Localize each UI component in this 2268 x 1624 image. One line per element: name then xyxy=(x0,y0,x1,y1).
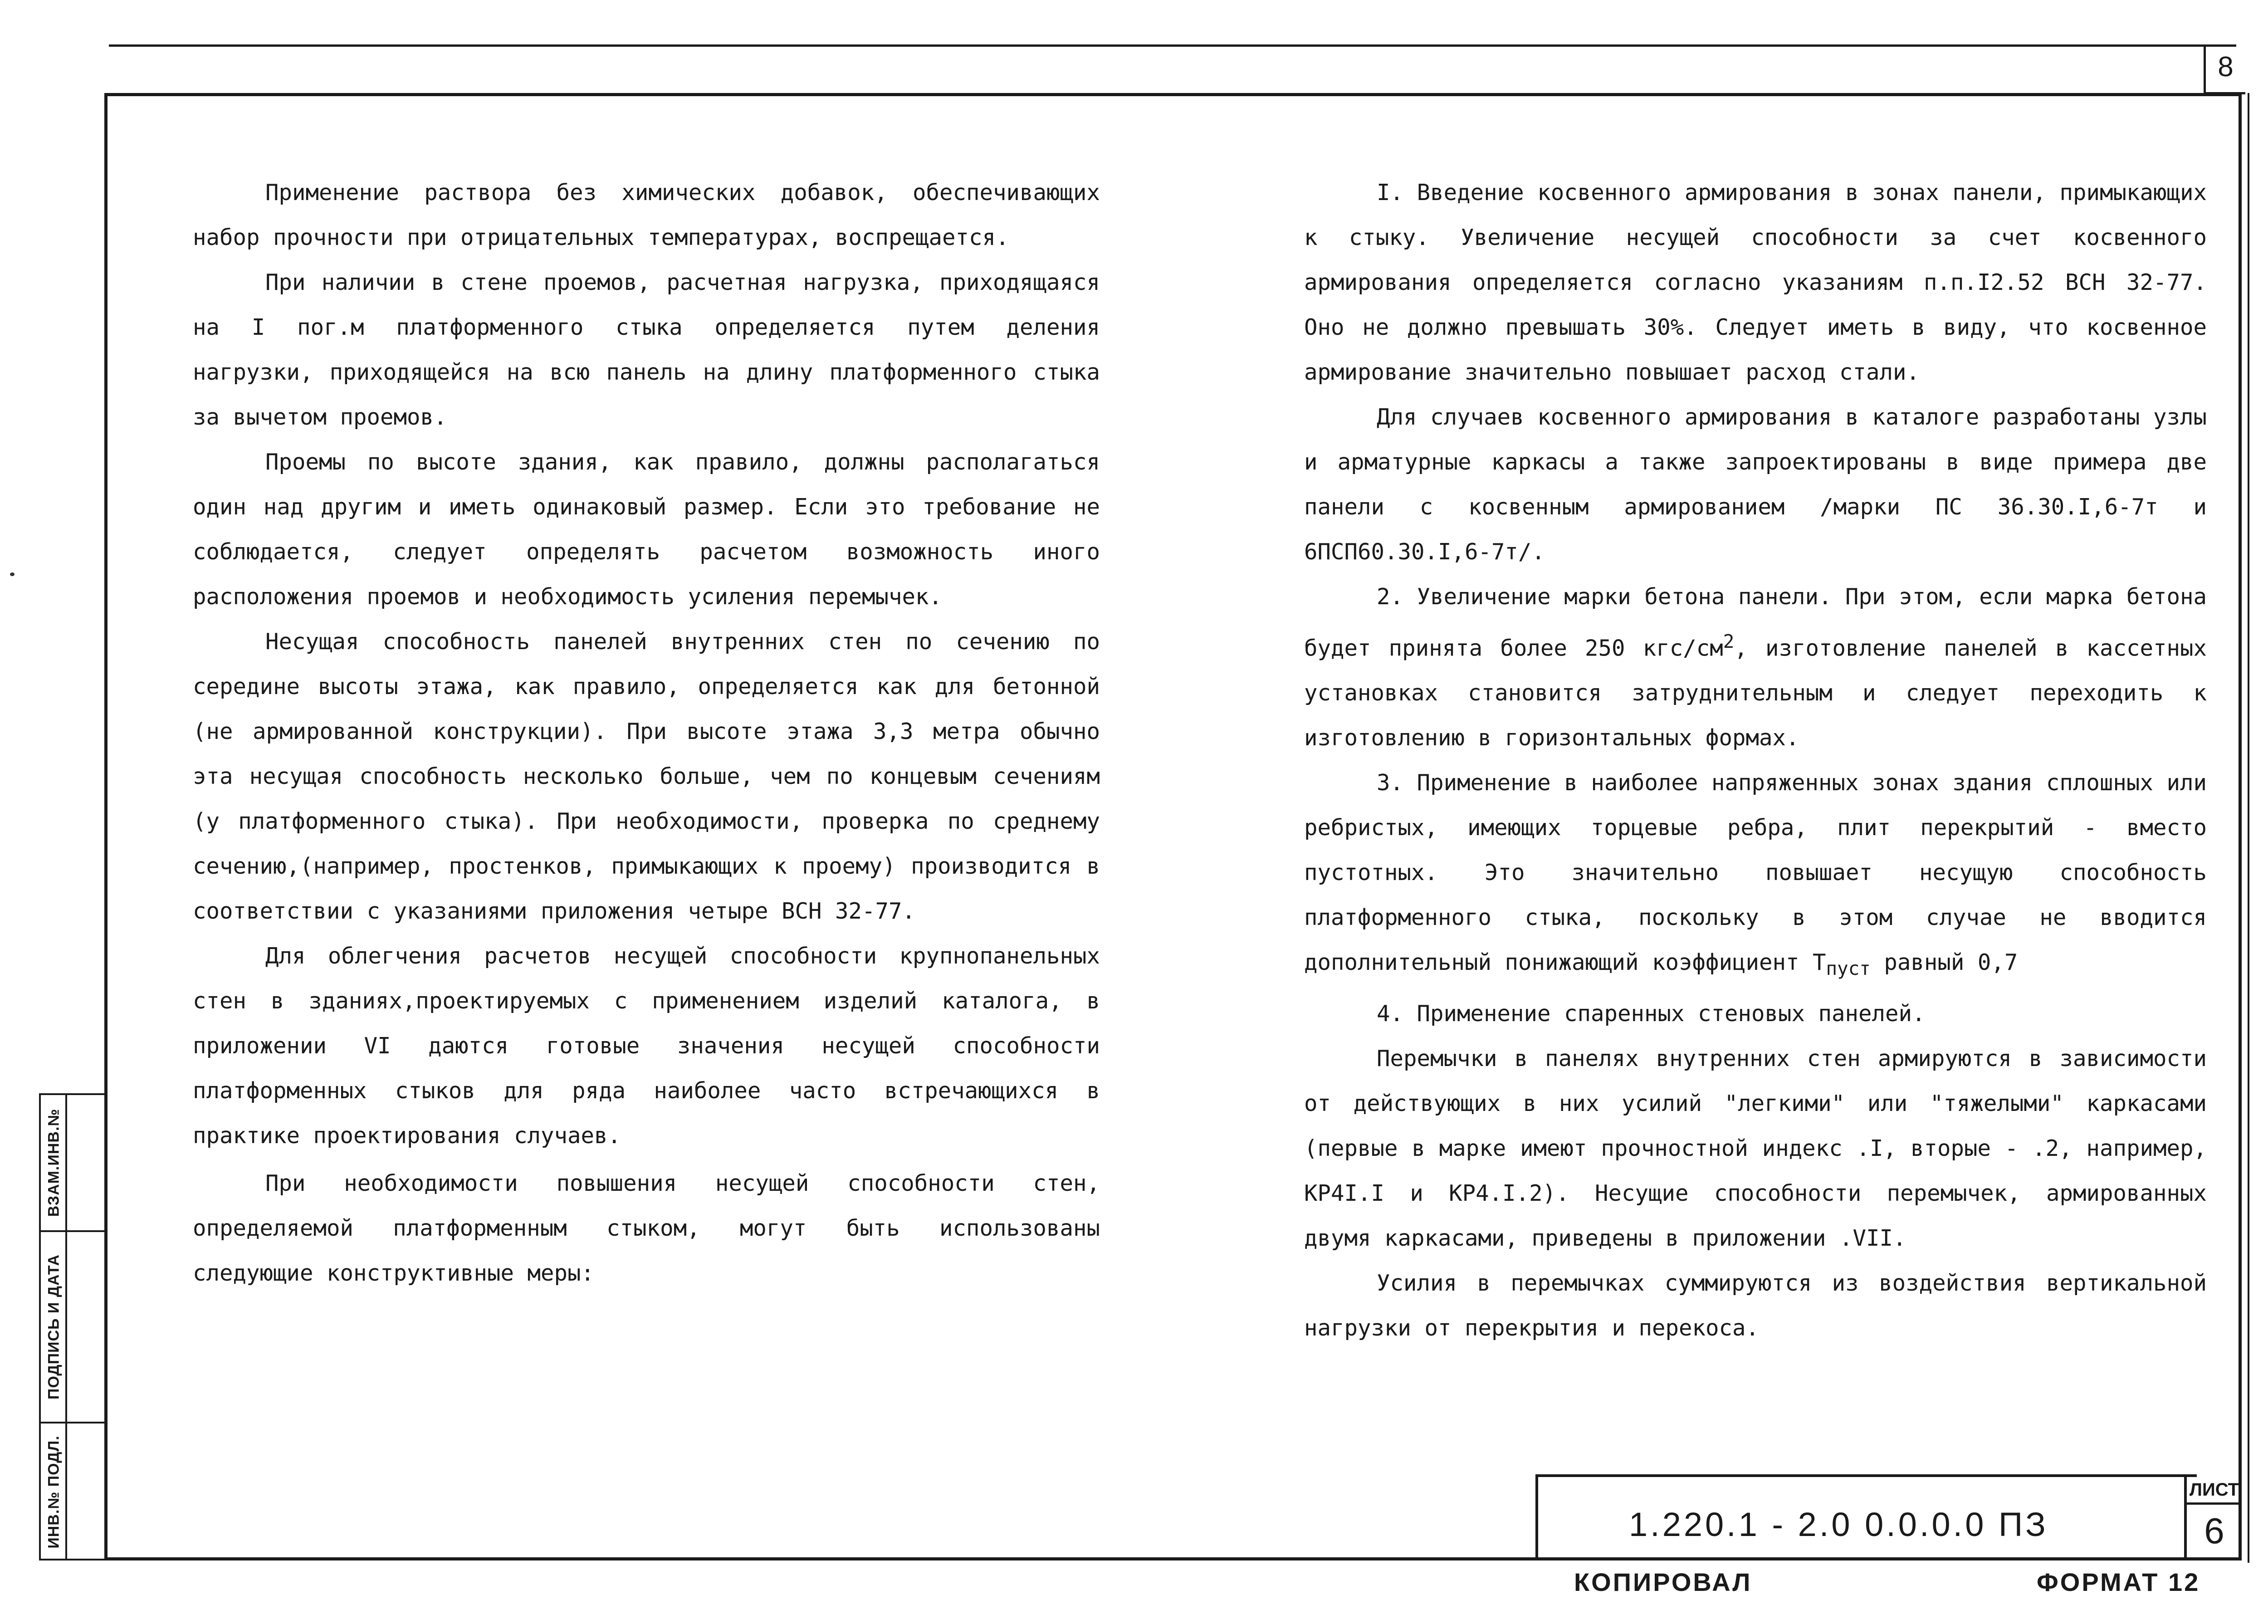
left-paragraph-2: При наличии в стене проемов, расчетная нагрузка, приходящаяся на I пог.м платформенного стыка определяется путем деления нагрузки, приходящейся на всю панель на длину платформенного стыка за вычетом проемов. xyxy=(193,269,1100,430)
page-number: 8 xyxy=(2204,44,2245,94)
p4-text-before: 3. Применение в наиболее напряженных зонах здания сплошных или ребристых, имеющих торцевые ребра, плит перекрытий - вместо пустотных. Это значительно повышает несущую способность платформенного стыка, поскольку в этом случае не вводится дополнительный понижающий коэффициент Т xyxy=(1304,770,2207,976)
stamp-cell-inv-original xyxy=(43,1423,65,1560)
scan-speck xyxy=(10,572,15,576)
sheet-number: 6 xyxy=(2204,1511,2224,1551)
p3-text-after: , изготовление панелей в кассетных установках становится затруднительным и следует переходить к изготовлению в горизонтальных формах. xyxy=(1304,635,2207,751)
top-rule xyxy=(109,44,2236,47)
right-text-column xyxy=(1304,170,2207,1350)
format-label: ФОРМАТ 12 xyxy=(2037,1568,2200,1596)
right-paragraph-3 xyxy=(1304,574,2207,760)
document-designation: 1.220.1 - 2.0 0.0.0.0 ПЗ xyxy=(1629,1506,2048,1543)
stamp-cell-replaces-inv xyxy=(43,1095,65,1230)
left-paragraph-3: Проемы по высоте здания, как правило, должны располагаться один над другим и иметь одинаковый размер. Если это требование не соблюдается, следует определять расчетом возможность иного расположения проемов и необходимость усиления перемычек. xyxy=(193,449,1100,610)
stamp-replaces-inv-label: ВЗАМ.ИНВ.№ xyxy=(45,1108,63,1217)
copied-by-label: КОПИРОВАЛ xyxy=(1574,1568,1752,1596)
stamp-inv-original-label: ИНВ.№ ПОДЛ. xyxy=(45,1435,63,1549)
title-block xyxy=(1535,1474,2197,1560)
p3-superscript: 2 xyxy=(1723,631,1735,652)
stamp-strip xyxy=(39,1093,104,1560)
left-paragraph-6: При необходимости повышения несущей способности стен, определяемой платформенным стыком, могут быть использованы следующие конструктивные меры: xyxy=(193,1170,1100,1286)
right-paragraph-2: Для случаев косвенного армирования в каталоге разработаны узлы и арматурные каркасы а также запроектированы в виде примера две панели с косвенным армированием /марки ПС 36.30.I,6-7т и 6ПСП60.30.I,6-7т/. xyxy=(1304,404,2207,565)
stamp-signature-date-label: ПОДПИСЬ И ДАТА xyxy=(45,1254,63,1400)
right-paragraph-6: Перемычки в панелях внутренних стен армируются в зависимости от действующих в них усилий "легкими" или "тяжелыми" каркасами (первые в марке имеют прочностной индекс .I, вторые - .2, например, КР4I.I и КР4.I.2). Несущие способности перемычек, армированных двумя каркасами, приведены в приложении .VII. xyxy=(1304,1046,2207,1252)
right-paragraph-7: Усилия в перемычках суммируются из воздействия вертикальной нагрузки от перекрытия и перекоса. xyxy=(1304,1270,2207,1341)
sheet-box xyxy=(2184,1477,2242,1560)
right-paragraph-4 xyxy=(1304,760,2207,991)
left-text-column xyxy=(193,170,1100,1296)
right-paragraph-5: 4. Применение спаренных стеновых панелей. xyxy=(1377,1001,1926,1027)
sheet-label: ЛИСТ xyxy=(2187,1477,2242,1505)
p4-text-after: равный 0,7 xyxy=(1870,949,2018,976)
p4-subscript: пуст xyxy=(1826,958,1871,980)
left-paragraph-1: Применение раствора без химических добавок, обеспечивающих набор прочности при отрицательных температурах, воспрещается. xyxy=(193,180,1100,250)
frame-outer-edge xyxy=(2248,93,2249,1563)
p3-text-before: 2. Увеличение марки бетона панели. При этом, если марка бетона будет принята более 250 кгс/см xyxy=(1304,584,2207,661)
left-paragraph-5: Для облегчения расчетов несущей способности крупнопанельных стен в зданиях,проектируемых с применением изделий каталога, в приложении VI даются готовые значения несущей способности платформенных стыков для ряда наиболее часто встречающихся в практике проектирования случаев. xyxy=(193,943,1100,1149)
right-paragraph-1: I. Введение косвенного армирования в зонах панели, примыкающих к стыку. Увеличение несущей способности за счет косвенного армирования определяется согласно указаниям п.п.I2.52 ВСН 32-77. Оно не должно превышать 30%. Следует иметь в виду, что косвенное армирование значительно повышает расход стали. xyxy=(1304,180,2207,385)
left-paragraph-4: Несущая способность панелей внутренних стен по сечению по середине высоты этажа, как правило, определяется как для бетонной (не армированной конструкции). При высоте этажа 3,3 метра обычно эта несущая способность несколько больше, чем по концевым сечениям (у платформенного стыка). При необходимости, проверка по среднему сечению,(например, простенков, примыкающих к проему) производится в соответствии с указаниями приложения четыре ВСН 32-77. xyxy=(193,629,1100,924)
stamp-cell-signature-date xyxy=(43,1232,65,1422)
